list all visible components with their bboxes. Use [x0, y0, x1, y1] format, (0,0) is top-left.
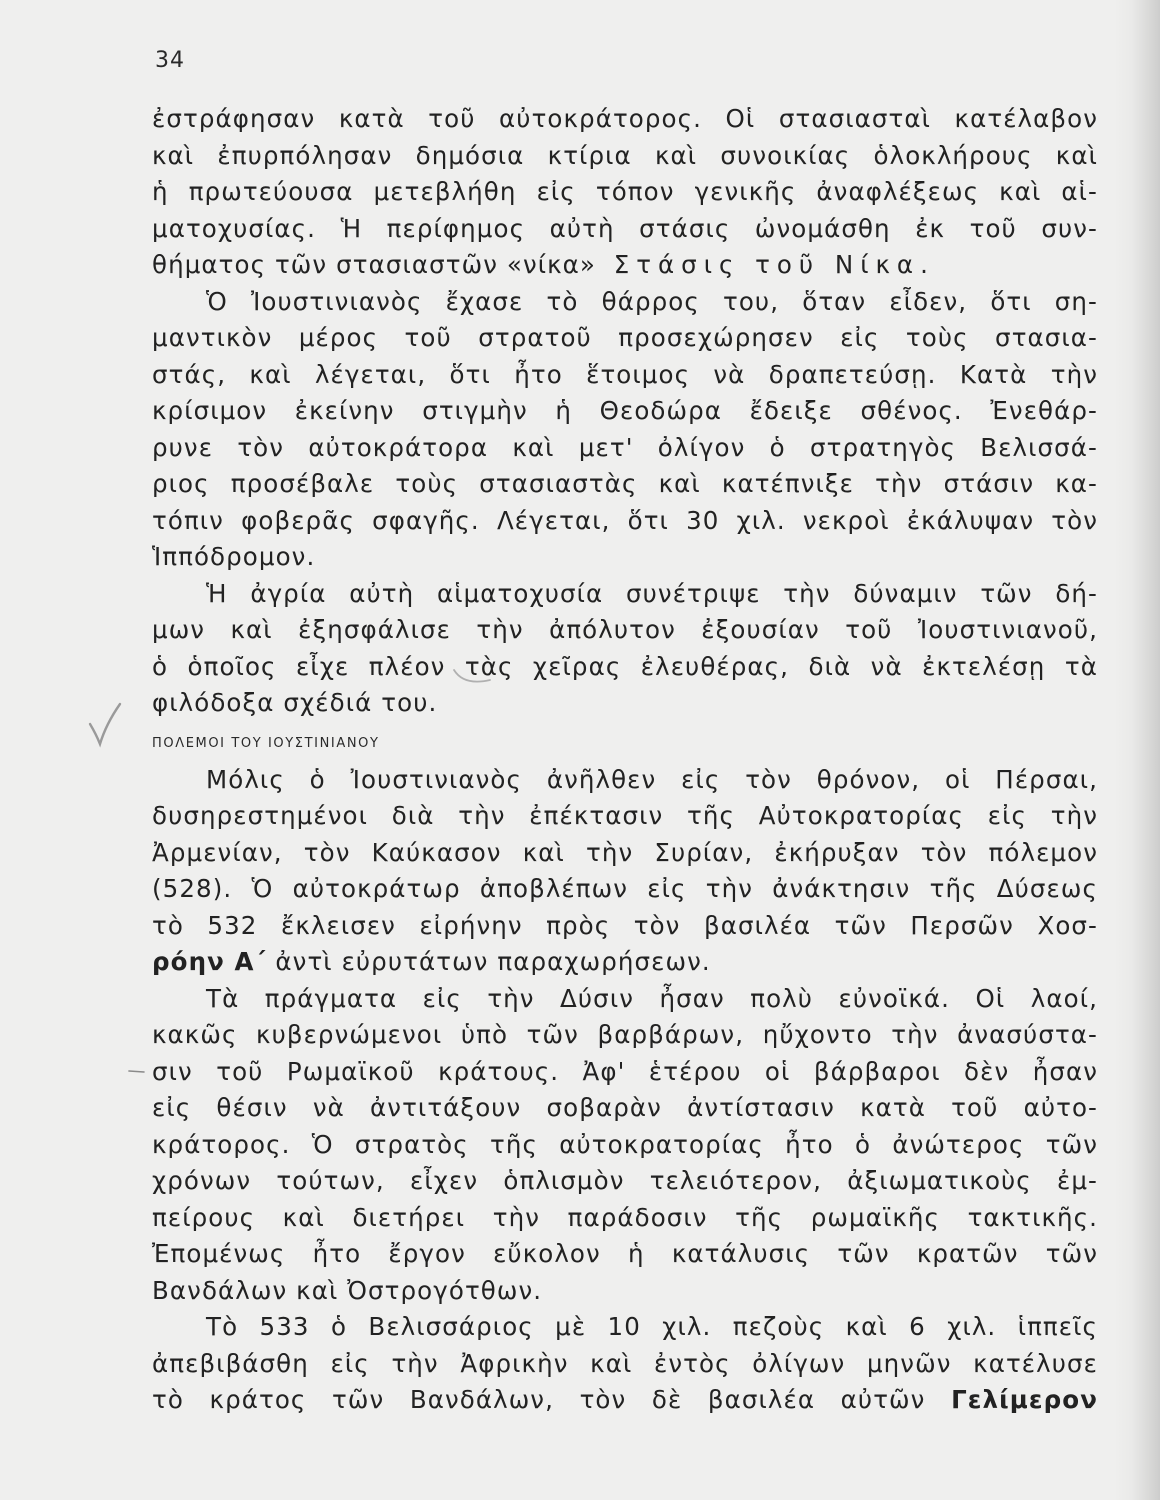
text-line: κακῶς κυβερνώμενοι ὑπὸ τῶν βαρβάρων, ηὔχοντο τὴν ἀνασύστα-	[152, 1020, 1098, 1049]
text-line: κράτορος. Ὁ στρατὸς τῆς αὐτοκρατορίας ἦτο ὁ ἀνώτερος τῶν	[152, 1129, 1098, 1159]
text-line: Ἱππόδρομον.	[152, 542, 316, 571]
text-line: ἐστράφησαν κατὰ τοῦ αὐτοκράτορος. Οἱ στασιασταὶ κατέλαβον	[152, 104, 1098, 133]
text-line: χρόνων τούτων, εἶχεν ὁπλισμὸν τελειότερον, ἀξιωματικοὺς ἐμ-	[152, 1166, 1098, 1195]
bold-emphasis: ρόην Α΄	[152, 947, 267, 976]
text-line: μαντικὸν μέρος τοῦ στρατοῦ προσεχώρησεν εἰς τοὺς στασια-	[152, 323, 1098, 352]
text-line: Ἐπομένως ἦτο ἔργον εὔκολον ἡ κατάλυσις τῶν κρατῶν τῶν	[152, 1239, 1098, 1268]
text-line: δυσηρεστημένοι διὰ τὴν ἐπέκτασιν τῆς Αὐτοκρατορίας εἰς τὴν	[152, 801, 1098, 830]
text-line: στάς, καὶ λέγεται, ὅτι ἦτο ἕτοιμος νὰ δραπετεύσῃ. Κατὰ τὴν	[152, 359, 1098, 389]
text-line: (528). Ὁ αὐτοκράτωρ ἀποβλέπων εἰς τὴν ἀνάκτησιν τῆς Δύσεως	[152, 874, 1098, 903]
body-text	[152, 101, 1098, 1419]
text-line: σιν τοῦ Ρωμαϊκοῦ κράτους. Ἀφ' ἑτέρου οἱ βάρβαροι δὲν ἦσαν	[152, 1056, 1098, 1086]
text-line: Ὁ Ἰουστινιανὸς ἔχασε τὸ θάρρος του, ὅταν εἶδεν, ὅτι ση-	[206, 286, 1098, 316]
text-line: ὁ ὁποῖος εἶχε πλέον τὰς χεῖρας ἐλευθέρας, διὰ νὰ ἐκτελέσῃ τὰ	[152, 651, 1098, 681]
text-line: Ἀρμενίαν, τὸν Καύκασον καὶ τὴν Συρίαν, ἐκήρυξαν τὸν πόλεμον	[152, 837, 1098, 867]
text-line	[152, 247, 1098, 284]
text-line: εἰς θέσιν νὰ ἀντιτάξουν σοβαρὰν ἀντίστασιν κατὰ τοῦ αὐτο-	[152, 1093, 1098, 1122]
text-fragment: ἀντὶ εὐρυτάτων παραχωρήσεων.	[266, 947, 711, 976]
bold-emphasis: Γελίμερον	[951, 1385, 1098, 1414]
section-heading: ΠΟΛΕΜΟΙ ΤΟΥ ΙΟΥΣΤΙΝΙΑΝΟΥ	[152, 735, 380, 751]
text-fragment: τὸ κράτος τῶν Βανδάλων, τὸν δὲ βασιλέα αὐτῶν	[152, 1385, 926, 1414]
text-line	[152, 1382, 1098, 1419]
text-line: ἀπεβιβάσθη εἰς τὴν Ἀφρικὴν καὶ ἐντὸς ὀλίγων μηνῶν κατέλυσε	[152, 1348, 1098, 1378]
text-line: Ἡ ἀγρία αὐτὴ αἱματοχυσία συνέτριψε τὴν δύναμιν τῶν δή-	[206, 578, 1098, 608]
text-line: Βανδάλων καὶ Ὀστρογότθων.	[152, 1275, 543, 1305]
pencil-check-mark	[84, 700, 124, 748]
text-line: φιλόδοξα σχέδιά του.	[152, 688, 438, 717]
text-line: ριος προσέβαλε τοὺς στασιαστὰς καὶ κατέπνιξε τὴν στάσιν κα-	[152, 469, 1098, 498]
page-spine-shadow	[1132, 0, 1160, 1500]
text-fragment: θήματος τῶν στασιαστῶν «νίκα»	[152, 250, 597, 279]
text-line: πείρους καὶ διετήρει τὴν παράδοσιν τῆς ρωμαϊκῆς τακτικῆς.	[152, 1202, 1098, 1232]
text-line: καὶ ἐπυρπόλησαν δημόσια κτίρια καὶ συνοικίας ὁλοκλήρους καὶ	[152, 140, 1098, 170]
text-line: Τὰ πράγματα εἰς τὴν Δύσιν ἦσαν πολὺ εὐνοϊκά. Οἱ λαοί,	[206, 983, 1098, 1013]
text-line: ἡ πρωτεύουσα μετεβλήθη εἰς τόπον γενικῆς ἀναφλέξεως καὶ αἱ-	[152, 177, 1098, 206]
text-line: ματοχυσίας. Ἡ περίφημος αὐτὴ στάσις ὠνομάσθη ἐκ τοῦ συν-	[152, 213, 1098, 243]
spaced-emphasis: Στάσις τοῦ Νίκα.	[613, 250, 935, 279]
text-line: τὸ 532 ἔκλεισεν εἰρήνην πρὸς τὸν βασιλέα τῶν Περσῶν Χοσ-	[152, 910, 1098, 940]
text-line: Μόλις ὁ Ἰουστινιανὸς ἀνῆλθεν εἰς τὸν θρόνον, οἱ Πέρσαι,	[206, 764, 1098, 794]
margin-tick-mark	[128, 1068, 146, 1074]
text-line: μων καὶ ἐξησφάλισε τὴν ἀπόλυτον ἐξουσίαν τοῦ Ἰουστινιανοῦ,	[152, 615, 1098, 644]
text-line: κρίσιμον ἐκείνην στιγμὴν ἡ Θεοδώρα ἔδειξε σθένος. Ἐνεθάρ-	[152, 396, 1098, 425]
text-line: Τὸ 533 ὁ Βελισσάριος μὲ 10 χιλ. πεζοὺς καὶ 6 χιλ. ἱππεῖς	[206, 1312, 1098, 1341]
text-line: τόπιν φοβερᾶς σφαγῆς. Λέγεται, ὅτι 30 χιλ. νεκροὶ ἐκάλυψαν τὸν	[152, 505, 1098, 535]
text-line: ρυνε τὸν αὐτοκράτορα καὶ μετ' ὀλίγον ὁ στρατηγὸς Βελισσά-	[152, 432, 1098, 462]
page-number: 34	[155, 48, 185, 73]
text-line	[152, 944, 1098, 981]
